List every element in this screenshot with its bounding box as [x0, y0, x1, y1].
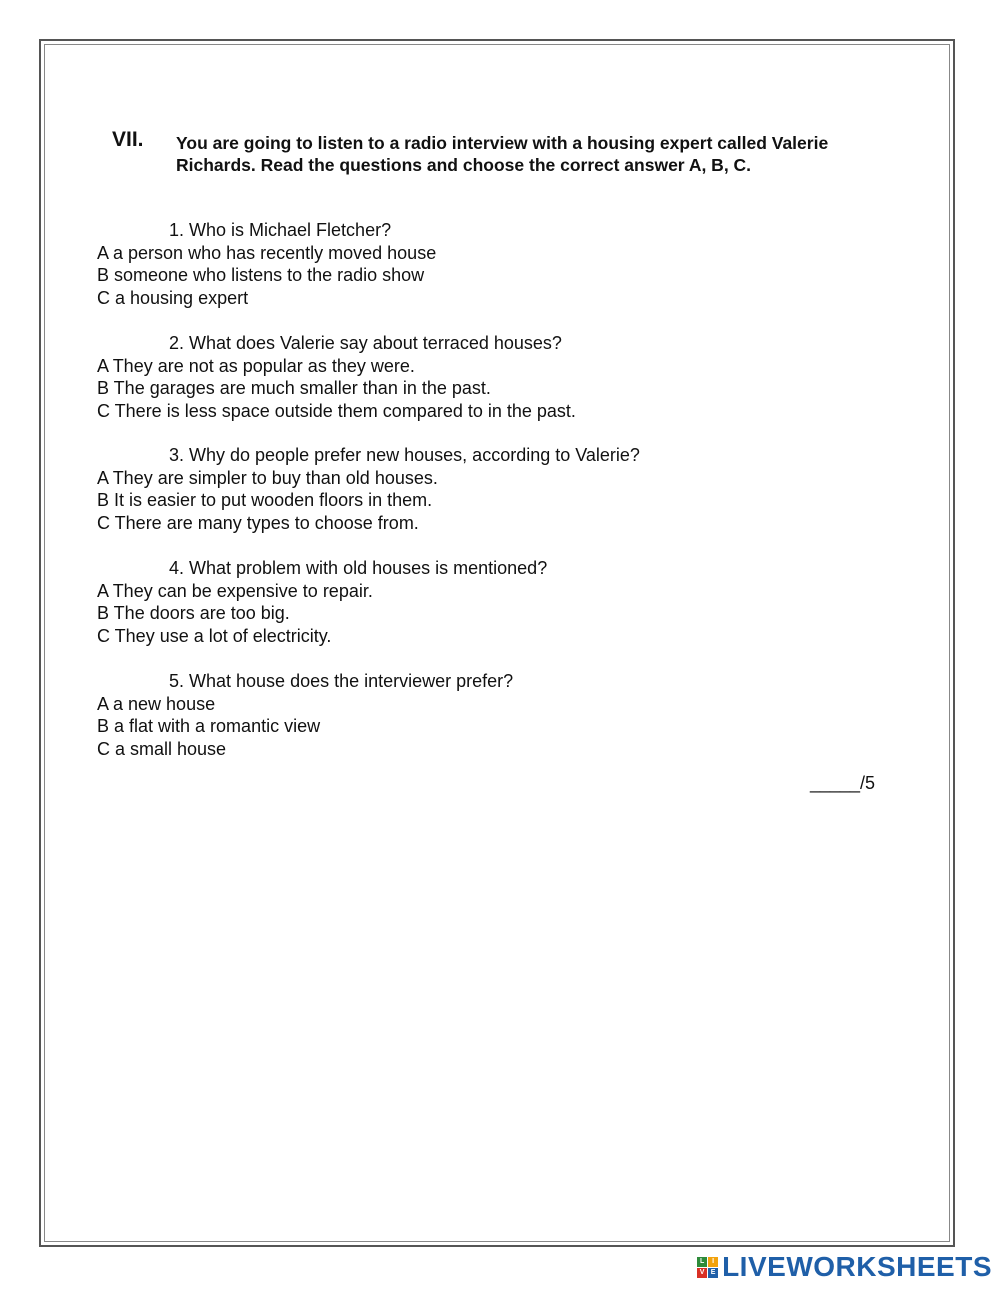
answer-option[interactable]: C There are many types to choose from.: [97, 512, 419, 533]
answer-option[interactable]: C a housing expert: [97, 287, 249, 308]
liveworksheets-logo: [697, 1251, 992, 1283]
answer-option[interactable]: C They use a lot of electricity.: [97, 625, 332, 646]
answer-option[interactable]: B a flat with a romantic view: [97, 716, 321, 737]
answer-option[interactable]: A They are simpler to buy than old houses.: [97, 467, 438, 488]
answer-option[interactable]: A a new house: [97, 693, 216, 714]
question-text: 1. Who is Michael Fletcher?: [169, 220, 392, 240]
logo-block: V: [697, 1268, 707, 1278]
answer-option[interactable]: C a small house: [97, 738, 227, 759]
answer-option[interactable]: A They can be expensive to repair.: [97, 580, 373, 601]
section-instructions: You are going to listen to a radio interview with a housing expert called Valerie Richards. Read the questions and choose the correct answer A, B, C.: [176, 133, 829, 175]
logo-block: I: [708, 1257, 718, 1267]
score-blank: _____/5: [810, 773, 876, 793]
logo-text: LIVEWORKSHEETS: [722, 1251, 992, 1282]
question-text: 2. What does Valerie say about terraced houses?: [169, 333, 562, 353]
answer-option[interactable]: A a person who has recently moved house: [97, 242, 437, 263]
question-block-4: [97, 557, 897, 647]
question-text: 4. What problem with old houses is mentioned?: [169, 558, 548, 578]
answer-option[interactable]: B someone who listens to the radio show: [97, 265, 425, 286]
question-text: 5. What house does the interviewer prefer?: [169, 671, 514, 691]
logo-block: E: [708, 1268, 718, 1278]
question-text: 3. Why do people prefer new houses, according to Valerie?: [169, 445, 640, 465]
question-block-2: [97, 332, 897, 422]
section-number: VII.: [112, 128, 144, 151]
answer-option[interactable]: B The garages are much smaller than in the past.: [97, 378, 491, 399]
logo-blocks-icon: [697, 1257, 718, 1278]
question-block-3: [97, 444, 897, 534]
question-block-5: [97, 670, 897, 760]
answer-option[interactable]: C There is less space outside them compared to in the past.: [97, 400, 576, 421]
answer-option[interactable]: A They are not as popular as they were.: [97, 355, 415, 376]
logo-block: L: [697, 1257, 707, 1267]
answer-option[interactable]: B It is easier to put wooden floors in them.: [97, 490, 433, 511]
answer-option[interactable]: B The doors are too big.: [97, 603, 290, 624]
question-block-1: [97, 219, 897, 309]
